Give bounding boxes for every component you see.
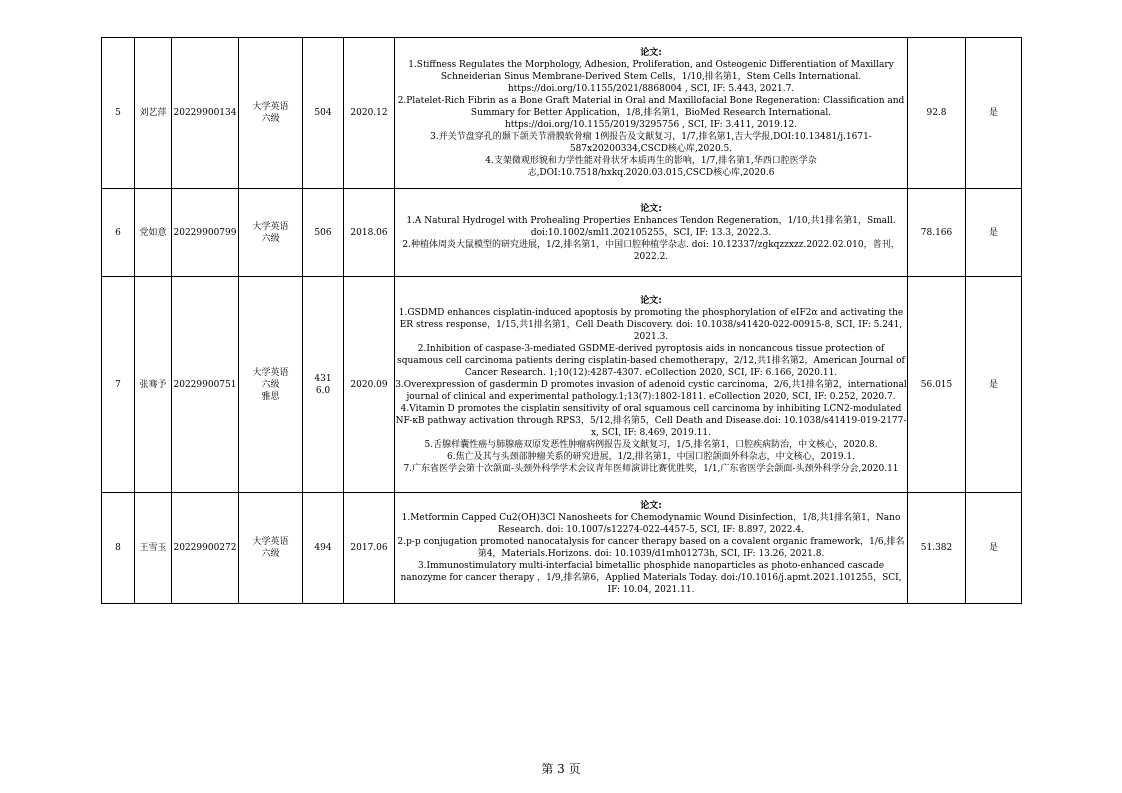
result: 是 bbox=[966, 38, 1022, 189]
student-id: 20229900272 bbox=[172, 493, 239, 604]
row-number: 5 bbox=[102, 38, 135, 189]
table-row bbox=[102, 277, 1022, 493]
student-id: 20229900799 bbox=[172, 189, 239, 277]
english-score bbox=[303, 38, 344, 189]
exam-date: 2017.06 bbox=[344, 493, 395, 604]
result: 是 bbox=[966, 277, 1022, 493]
english-score-line: 431 bbox=[314, 373, 332, 384]
student-id: 20229900751 bbox=[172, 277, 239, 493]
result: 是 bbox=[966, 189, 1022, 277]
papers-cell bbox=[395, 38, 908, 189]
english-score-line: 494 bbox=[314, 543, 332, 553]
english-score-line: 6.0 bbox=[315, 385, 331, 396]
english-level-line: 大学英语 bbox=[252, 367, 289, 378]
row-number: 8 bbox=[102, 493, 135, 604]
papers-cell bbox=[395, 277, 908, 493]
total-score: 92.8 bbox=[908, 38, 966, 189]
english-score bbox=[303, 189, 344, 277]
exam-date: 2020.09 bbox=[344, 277, 395, 493]
page-number: 第 3 页 bbox=[541, 762, 581, 776]
papers-cell bbox=[395, 189, 908, 277]
papers-cell bbox=[395, 493, 908, 604]
student-id: 20229900134 bbox=[172, 38, 239, 189]
total-score: 78.166 bbox=[908, 189, 966, 277]
paper-entry: 2.p-p conjugation promoted nanocatalysis for cancer therapy based on a covalent organic framework，1/6,排名第4，Materials.Horizons. doi: 10.1039/d1mh01273h, SCI, IF: 13.26, 2021.8. bbox=[397, 537, 905, 559]
exam-date: 2020.12 bbox=[344, 38, 395, 189]
papers-header: 论文: bbox=[640, 48, 662, 58]
english-level-line: 大学英语 bbox=[252, 221, 289, 232]
paper-entry: 3.并关节盘穿孔的颞下颌关节滑膜软骨瘤 1例报告及文献复习，1/7,排名第1,吉大学报,DOI:10.13481/j.1671-587x20200334,CSCD核心库,2020.5. bbox=[430, 132, 872, 154]
total-score: 51.382 bbox=[908, 493, 966, 604]
table-row bbox=[102, 493, 1022, 604]
paper-entry: 2.Platelet-Rich Fibrin as a Bone Graft Material in Oral and Maxillofacial Bone Regeneration: Classification and Summary for Better Application，1/8,排名第1，BioMed Research International. https://doi.org/10.1155/2019/3295756 , SCI, IF: 3.411, 2019.12. bbox=[397, 96, 908, 130]
student-name: 王雪玉 bbox=[135, 493, 172, 604]
english-level-line: 大学英语 bbox=[252, 537, 289, 547]
row-number: 6 bbox=[102, 189, 135, 277]
english-level-line: 六级 bbox=[261, 549, 280, 559]
candidate-table bbox=[101, 37, 1022, 604]
paper-entry: 4.支架微观形貌和力学性能对骨状牙本质再生的影响，1/7,排名第1,华西口腔医学杂志,DOI:10.7518/hxkq.2020.03.015,CSCD核心库,2020.6 bbox=[485, 156, 817, 178]
english-score bbox=[303, 277, 344, 493]
english-level bbox=[239, 189, 303, 277]
english-level bbox=[239, 493, 303, 604]
paper-entry: 5.舌腺样囊性癌与肺腺癌双原发恶性肿瘤病例报告及文献复习，1/5,排名第1，口腔疾病防治，中文核心，2020.8. bbox=[424, 439, 878, 450]
papers-header: 论文: bbox=[640, 203, 662, 214]
student-name: 刘艺萍 bbox=[135, 38, 172, 189]
paper-entry: 7.广东省医学会第十次颌面-头颈外科学学术会议青年医师演讲比赛优胜奖，1/1,广东省医学会颌面-头颈外科学分会,2020.11 bbox=[403, 463, 899, 474]
total-score: 56.015 bbox=[908, 277, 966, 493]
paper-entry: 2.种植体周炎大鼠模型的研究进展，1/2,排名第1，中国口腔种植学杂志. doi: 10.12337/zgkqzzxzz.2022.02.010，普刊，2022.2. bbox=[402, 239, 900, 262]
english-score-line: 504 bbox=[314, 108, 332, 118]
paper-entry: 3.Immunostimulatory multi-interfacial bimetallic phosphide nanoparticles as photo-enhanced cascade nanozyme for cancer therapy ，1/9,排名第6，Applied Materials Today. doi:/10.1016/j.apmt.2021.101255，SCI, IF: 10.04, 2021.11. bbox=[400, 561, 905, 595]
english-level-line: 大学英语 bbox=[252, 102, 289, 112]
english-score-line: 506 bbox=[314, 227, 332, 238]
english-level bbox=[239, 277, 303, 493]
english-score bbox=[303, 493, 344, 604]
english-level-line: 六级 bbox=[261, 114, 280, 124]
english-level-line: 六级 bbox=[261, 379, 280, 390]
english-level-line: 六级 bbox=[261, 233, 280, 244]
paper-entry: 3.Overexpression of gasdermin D promotes invasion of adenoid cystic carcinoma，2/6,共1排名第2，international journal of clinical and experimental pathology.1;13(7):1802-1811. eCollection 2020, SCI, IF: 0.252, 2020.7. bbox=[395, 379, 910, 402]
student-name: 党如意 bbox=[135, 189, 172, 277]
english-level bbox=[239, 38, 303, 189]
english-level-line: 雅思 bbox=[261, 391, 280, 402]
student-name: 张骞予 bbox=[135, 277, 172, 493]
exam-date: 2018.06 bbox=[344, 189, 395, 277]
paper-entry: 6.焦亡及其与头颈部肿瘤关系的研究进展，1/2,排名第1，中国口腔颌面外科杂志，中文核心，2019.1. bbox=[446, 451, 855, 462]
row-number: 7 bbox=[102, 277, 135, 493]
table-row bbox=[102, 189, 1022, 277]
paper-entry: 1.Stiffness Regulates the Morphology, Adhesion, Proliferation, and Osteogenic Differentiation of Maxillary Schneiderian Sinus Membrane-Derived Stem Cells，1/10,排名第1，Stem Cells International. https://doi.org/10.1155/2021/8868004 , SCI, IF: 5.443, 2021.7. bbox=[408, 60, 897, 94]
paper-entry: 1.GSDMD enhances cisplatin-induced apoptosis by promoting the phosphorylation of eIF2α and activating the ER stress response，1/15,共1排名第1，Cell Death Discovery. doi: 10.1038/s41420-022-00915-8, SCI, IF: 5.241, 2021.3. bbox=[398, 307, 907, 342]
paper-entry: 2.Inhibition of caspase-3-mediated GSDME-derived pyroptosis aids in noncancous tissue protection of squamous cell carcinoma patients dering cisplatin-based chemotherapy，2/12,共1排名第2，American Journal of Cancer Research. 1;10(12):4287-4307. eCollection 2020, SCI, IF: 6.166, 2020.11. bbox=[397, 343, 908, 378]
table-row bbox=[102, 38, 1022, 189]
result: 是 bbox=[966, 493, 1022, 604]
papers-header: 论文: bbox=[640, 295, 662, 306]
paper-entry: 4.Vitamin D promotes the cisplatin sensitivity of oral squamous cell carcinoma by inhibiting LCN2-modulated NF-κB pathway activation through RPS3，5/12,排名第5，Cell Death and Disease.doi: 10.1038/s41419-019-2177-x, SCI, IF: 8.469, 2019.11. bbox=[395, 403, 907, 438]
papers-header: 论文: bbox=[640, 501, 662, 511]
paper-entry: 1.A Natural Hydrogel with Prohealing Properties Enhances Tendon Regeneration，1/10,共1排名第1，Small. doi:10.1002/sml1.202105255，SCI, IF: 13.3, 2022.3. bbox=[406, 215, 899, 238]
paper-entry: 1.Metformin Capped Cu2(OH)3Cl Nanosheets for Chemodynamic Wound Disinfection，1/8,共1排名第1，Nano Research. doi: 10.1007/s12274-022-4457-5, SCI, IF: 8.897, 2022.4. bbox=[401, 513, 904, 535]
